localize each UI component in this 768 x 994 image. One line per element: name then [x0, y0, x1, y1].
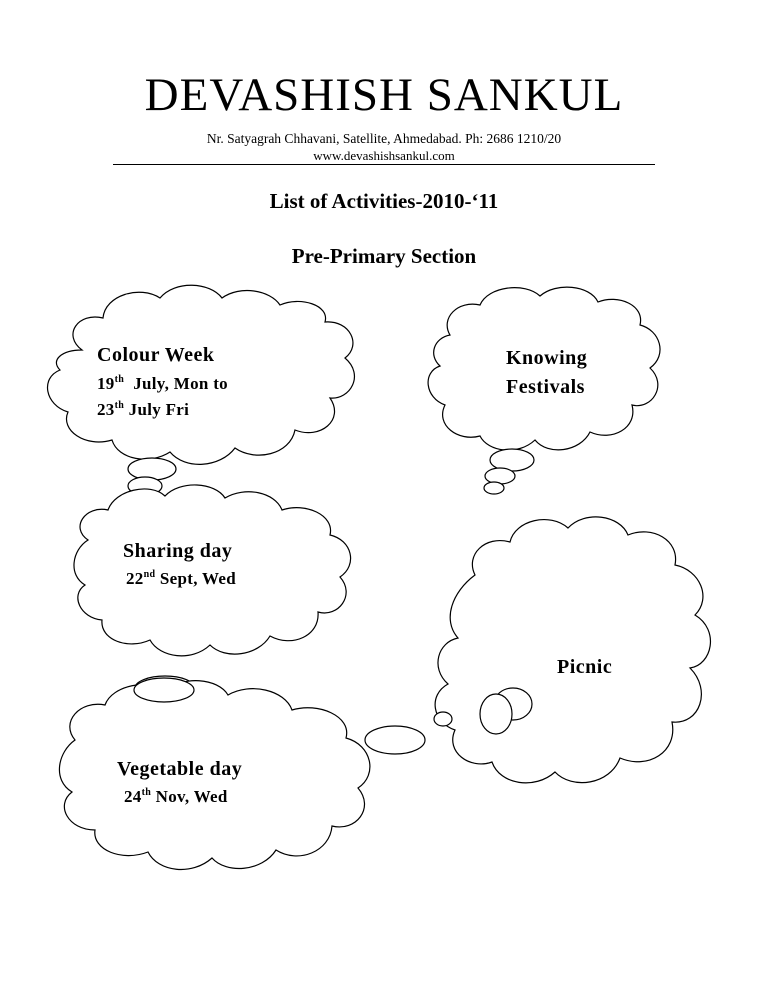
activity-title-vegetable-day: Vegetable day — [117, 758, 243, 780]
section-title: Pre-Primary Section — [291, 244, 477, 268]
thought-bubble — [480, 694, 512, 734]
activity-title-sharing-day: Sharing day — [123, 540, 233, 562]
school-name: DEVASHISH SANKUL — [144, 69, 624, 121]
thought-bubble — [485, 468, 515, 484]
thought-bubble — [434, 712, 452, 726]
thought-bubble — [134, 678, 194, 702]
thought-bubble — [128, 458, 176, 480]
activity-title-picnic: Picnic — [557, 656, 613, 678]
school-website: www.devashishsankul.com — [313, 148, 455, 163]
activity-title-knowing-festivals-line2: Festivals — [506, 376, 585, 398]
activity-title-knowing-festivals-line1: Knowing — [506, 347, 588, 369]
thought-bubble — [365, 726, 425, 754]
activity-date-colour-week-end: 23th July Fri — [97, 400, 190, 419]
activity-title-colour-week: Colour Week — [97, 344, 215, 366]
activity-date-vegetable-day: 24th Nov, Wed — [124, 787, 228, 806]
school-address: Nr. Satyagrah Chhavani, Satellite, Ahmedabad. Ph: 2686 1210/20 — [206, 131, 562, 146]
activity-date-colour-week-start: 19th July, Mon to — [97, 374, 228, 393]
cloud-picnic — [435, 517, 710, 783]
list-title: List of Activities-2010-‘11 — [269, 189, 499, 213]
activity-date-sharing-day: 22nd Sept, Wed — [126, 569, 236, 588]
thought-bubble — [484, 482, 504, 494]
